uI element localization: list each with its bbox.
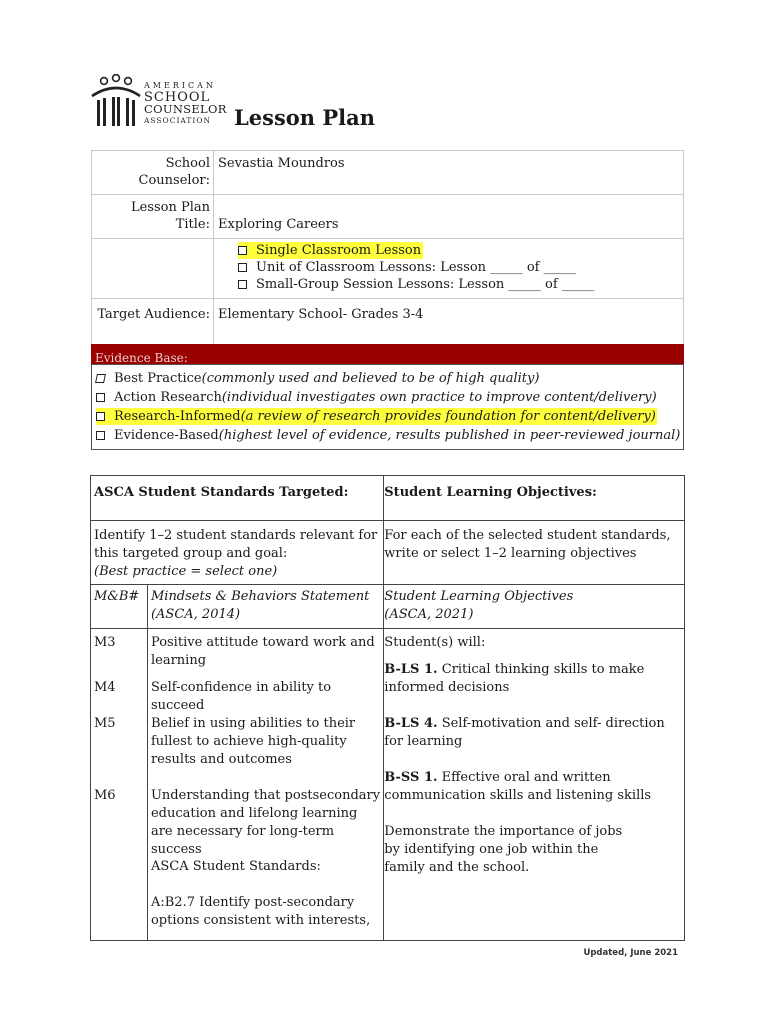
lesson-title-label: Lesson Plan Title: bbox=[92, 195, 214, 239]
lesson-title-value[interactable]: Exploring Careers bbox=[214, 195, 684, 239]
asca-standard: A:B2.7 Identify post-secondary options consistent with interests, bbox=[150, 895, 371, 928]
counselor-value[interactable]: Sevastia Moundros bbox=[214, 151, 684, 195]
mb-code: M3 bbox=[94, 635, 116, 650]
asca-standards-label: ASCA Student Standards: bbox=[150, 859, 321, 874]
updated-footer: Updated, June 2021 bbox=[583, 948, 678, 958]
page-title: Lesson Plan bbox=[234, 105, 376, 130]
evidence-option[interactable]: Best Practice (commonly used and believed to be of high quality) bbox=[96, 370, 539, 387]
checkbox-icon[interactable] bbox=[96, 393, 105, 402]
evidence-base-options bbox=[91, 364, 684, 450]
mb-code: M6 bbox=[94, 788, 116, 803]
mb-statement: Understanding that postsecondary education and lifelong learning are necessary for long-term success bbox=[150, 788, 381, 857]
mb-statement: Self-confidence in ability to succeed bbox=[150, 680, 332, 713]
asca-emblem-icon bbox=[90, 74, 142, 130]
evidence-option[interactable]: Action Research (individual investigates own practice to improve content/delivery) bbox=[96, 389, 657, 406]
evidence-option[interactable]: Research-Informed (a review of research provides foundation for content/delivery) bbox=[96, 408, 657, 425]
checkbox-icon[interactable] bbox=[95, 374, 106, 383]
evidence-option[interactable]: Evidence-Based (highest level of evidence, results published in peer-reviewed journal) bbox=[96, 427, 680, 444]
mb-code: M4 bbox=[94, 680, 116, 695]
checkbox-icon[interactable] bbox=[96, 412, 105, 421]
lesson-type-row bbox=[92, 239, 684, 299]
mb-statement: Belief in using abilities to their fullest to achieve high-quality results and outcomes bbox=[150, 716, 356, 767]
lesson-type-option[interactable]: Single Classroom Lesson bbox=[238, 242, 679, 259]
learning-objective: B-LS 4. Self-motivation and self- direction for learning bbox=[384, 716, 665, 749]
objectives-lead: Student(s) will: bbox=[384, 635, 486, 650]
checkbox-icon[interactable] bbox=[238, 280, 247, 289]
checkbox-icon[interactable] bbox=[96, 431, 105, 440]
logo-wordmark: AMERICAN SCHOOL COUNSELOR ASSOCIATION bbox=[144, 81, 227, 125]
column-header-row bbox=[91, 585, 685, 629]
objectives-intro: For each of the selected student standards, write or select 1–2 learning objectives bbox=[384, 521, 685, 585]
lesson-info-table bbox=[91, 150, 684, 345]
audience-row bbox=[92, 299, 684, 345]
lesson-type-options bbox=[214, 239, 684, 299]
checkbox-icon[interactable] bbox=[238, 263, 247, 272]
lesson-type-option[interactable]: Small-Group Session Lessons: Lesson _____ of _____ bbox=[238, 276, 679, 293]
learning-objectives-heading: Student Learning Objectives: bbox=[384, 476, 685, 521]
mb-statement-heading: Mindsets & Behaviors Statement (ASCA, 2014) bbox=[147, 585, 383, 629]
counselor-row bbox=[92, 151, 684, 195]
asca-logo bbox=[90, 74, 230, 130]
standards-header-row bbox=[91, 476, 685, 521]
mb-codes bbox=[91, 629, 148, 941]
standards-targeted-heading: ASCA Student Standards Targeted: bbox=[91, 476, 384, 521]
lesson-title-row bbox=[92, 195, 684, 239]
standards-body-row bbox=[91, 629, 685, 941]
evidence-base-header: Evidence Base: bbox=[91, 344, 684, 364]
learning-objective: B-SS 1. Effective oral and written communication skills and listening skills bbox=[384, 770, 652, 803]
standards-table bbox=[90, 475, 685, 941]
learning-objective: B-LS 1. Critical thinking skills to make informed decisions bbox=[384, 662, 645, 695]
checkbox-icon[interactable] bbox=[238, 246, 247, 255]
lesson-type-option[interactable]: Unit of Classroom Lessons: Lesson _____ of _____ bbox=[238, 259, 679, 276]
mb-statements bbox=[147, 629, 383, 941]
objectives-column-heading: Student Learning Objectives (ASCA, 2021) bbox=[384, 585, 685, 629]
counselor-label: School Counselor: bbox=[92, 151, 214, 195]
audience-value[interactable]: Elementary School- Grades 3-4 bbox=[214, 299, 684, 345]
learning-objectives bbox=[384, 629, 685, 941]
mb-statement: Positive attitude toward work and learning bbox=[150, 635, 375, 668]
mb-code: M5 bbox=[94, 716, 116, 731]
standards-intro: Identify 1–2 student standards relevant for this targeted group and goal: (Best practice = select one) bbox=[91, 521, 384, 585]
learning-objective-extra: Demonstrate the importance of jobs by identifying one job within the family and the school. bbox=[384, 824, 623, 875]
audience-label: Target Audience: bbox=[92, 299, 214, 345]
mb-code-heading: M&B# bbox=[91, 585, 148, 629]
standards-intro-row bbox=[91, 521, 685, 585]
